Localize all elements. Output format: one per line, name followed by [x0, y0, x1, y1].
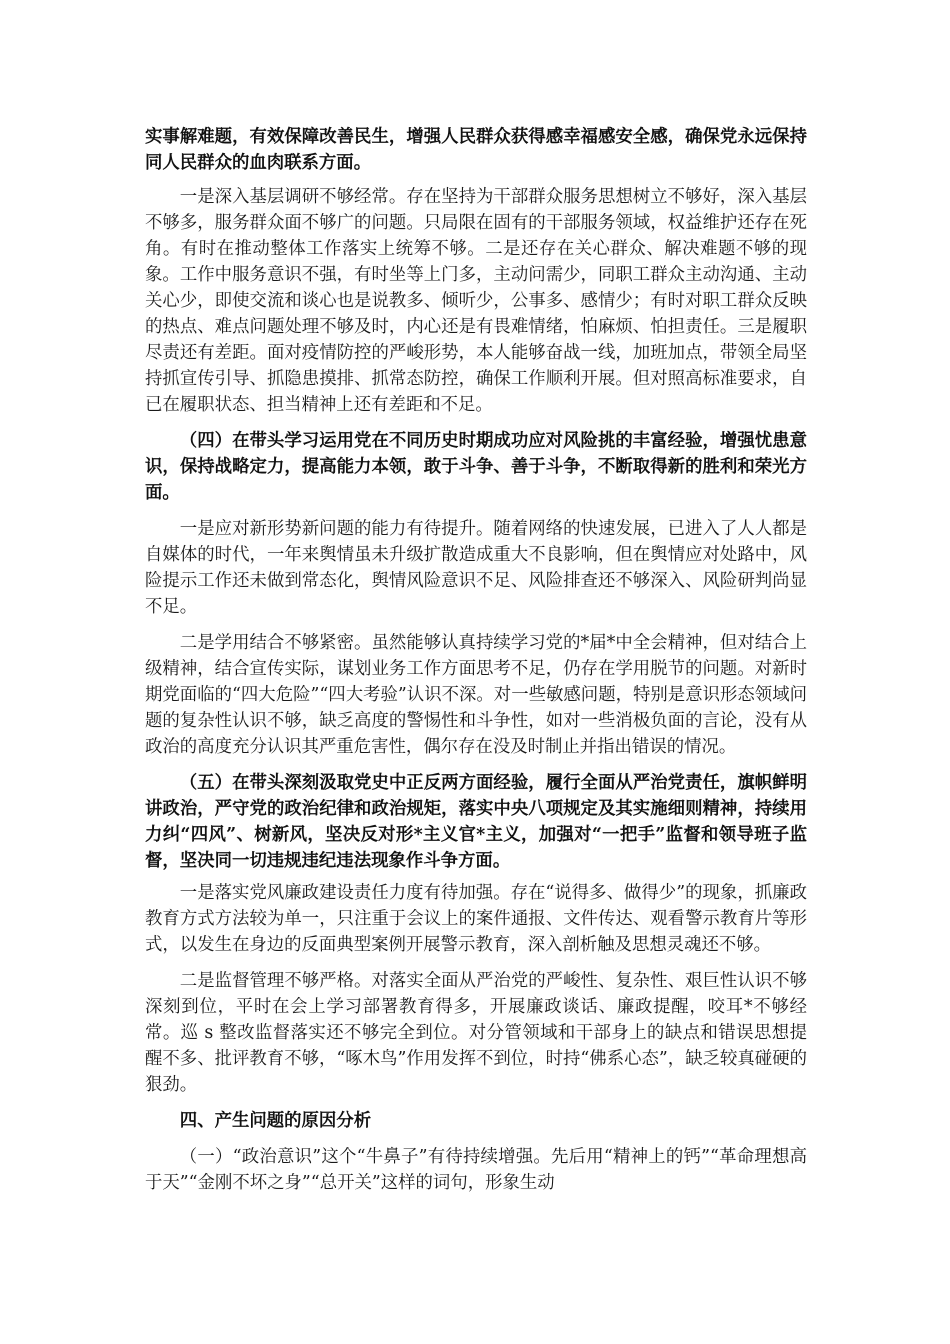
section-heading-continuation: 实事解难题，有效保障改善民生，增强人民群众获得感幸福感安全感，确保党永远保持同人民群众的血肉联系方面。	[145, 127, 807, 173]
body-paragraph: 一是落实党风廉政建设责任力度有待加强。存在“说得多、做得少”的现象，抓廉政教育方式方法较为单一，只注重于会议上的案件通报、文件传达、观看警示教育片等形式，以发生在身边的反面典型案例开展警示教育，深入剖析触及思想灵魂还不够。	[145, 883, 807, 955]
body-paragraph: 二是监督管理不够严格。对落实全面从严治党的严峻性、复杂性、艰巨性认识不够深刻到位，平时在会上学习部署教育得多，开展廉政谈话、廉政提醒，咬耳*不够经常。巡 s 整改监督落实还不够完全到位。对分管领域和干部身上的缺点和错误思想提醒不多、批评教育不够，“啄木鸟”作用发挥不到位，时持“佛系心态”，缺乏较真碰硬的狠劲。	[145, 971, 807, 1095]
body-paragraph: （一）“政治意识”这个“牛鼻子”有待持续增强。先后用“精神上的钙”“革命理想高于天”“金刚不坏之身”“总开关”这样的词句，形象生动	[145, 1147, 807, 1193]
section-heading: （五）在带头深刻汲取党史中正反两方面经验，履行全面从严治党责任，旗帜鲜明讲政治，严守党的政治纪律和政治规矩，落实中央八项规定及其实施细则精神，持续用力纠“四风”、树新风，坚决反对形*主义官*主义，加强对“一把手”监督和领导班子监督，坚决同一切违规违纪违法现象作斗争方面。	[145, 773, 807, 871]
section-heading: （四）在带头学习运用党在不同历史时期成功应对风险挑的丰富经验，增强忧患意识，保持战略定力，提高能力本领，敢于斗争、善于斗争，不断取得新的胜利和荣光方面。	[145, 431, 807, 503]
body-paragraph: 二是学用结合不够紧密。虽然能够认真持续学习党的*届*中全会精神，但对结合上级精神，结合宣传实际，谋划业务工作方面思考不足，仍存在学用脱节的问题。对新时期党面临的“四大危险”“四大考验”认识不深。对一些敏感问题，特别是意识形态领域问题的复杂性认识不够，缺乏高度的警惕性和斗争性，如对一些消极负面的言论，没有从政治的高度充分认识其严重危害性，偶尔存在没及时制止并指出错误的情况。	[145, 633, 807, 757]
body-paragraph: 一是应对新形势新问题的能力有待提升。随着网络的快速发展，已进入了人人都是自媒体的时代，一年来舆情虽未升级扩散造成重大不良影响，但在舆情应对处路中，风险提示工作还未做到常态化，舆情风险意识不足、风险排查还不够深入、风险研判尚显不足。	[145, 519, 807, 617]
body-paragraph: 一是深入基层调研不够经常。存在坚持为干部群众服务思想树立不够好，深入基层不够多，服务群众面不够广的问题。只局限在固有的干部服务领域，权益维护还存在死角。有时在推动整体工作落实上统筹不够。二是还存在关心群众、解决难题不够的现象。工作中服务意识不强，有时坐等上门多，主动问需少，同职工群众主动沟通、主动关心少，即使交流和谈心也是说教多、倾听少，公事多、感情少；有时对职工群众反映的热点、难点问题处理不够及时，内心还是有畏难情绪，怕麻烦、怕担责任。三是履职尽责还有差距。面对疫情防控的严峻形势，本人能够奋战一线，加班加点，带领全局坚持抓宣传引导、抓隐患摸排、抓常态防控，确保工作顺利开展。但对照高标准要求，自已在履职状态、担当精神上还有差距和不足。	[145, 187, 807, 415]
chapter-heading: 四、产生问题的原因分析	[179, 1111, 372, 1131]
document-page	[145, 124, 807, 1196]
